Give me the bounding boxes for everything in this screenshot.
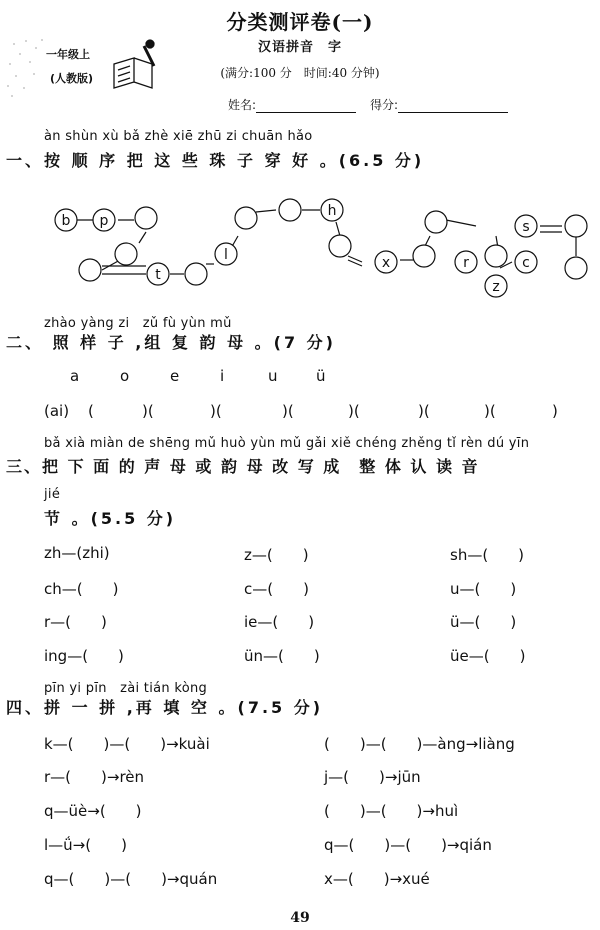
score-info: (满分:100 分 时间:40 分钟) [220,66,380,80]
spell-item-left[interactable]: k—( )—( )→kuài [44,735,210,753]
section3-heading2: 节 。(5.5 分) [44,509,177,528]
bead-t-letter: t [155,267,161,283]
vowel-e: e [170,367,180,385]
bead-x-letter: x [381,255,391,271]
blank-example: (ai) [44,402,70,420]
section1-heading: 一、按 顺 序 把 这 些 珠 子 穿 好 。(6.5 分) [6,151,425,170]
blank-close[interactable]: ) [552,402,558,420]
edition-label: (人教版) [50,72,94,85]
spell-item-right[interactable]: ( )—( )→huì [324,802,459,820]
bead-z-letter: z [492,279,500,295]
bead-s-letter: s [522,219,530,235]
bead-r-letter: r [463,255,469,271]
bead-p-letter: p [99,213,109,229]
bead-empty [185,263,207,285]
convert-item[interactable]: ün—( ) [244,647,320,665]
worksheet-title: 分类测评卷(一) [226,10,374,34]
blank-separator[interactable]: )( [484,402,496,420]
page-number: 49 [290,910,310,926]
blank-separator[interactable]: )( [210,402,222,420]
bead-h-letter: h [327,203,337,219]
bead-empty [79,259,101,281]
spell-item-left[interactable]: q—( )—( )→quán [44,870,218,888]
convert-item[interactable]: ing—( ) [44,647,124,665]
section4-heading: 四、拼 一 拼 ,再 填 空 。(7.5 分) [6,698,324,717]
bead-empty [329,235,351,257]
bead-empty [565,215,587,237]
convert-item[interactable]: z—( ) [244,546,309,564]
blank-open[interactable]: ( [88,402,94,420]
spell-item-left[interactable]: r—( )→rèn [44,768,145,786]
bead-empty [485,245,507,267]
convert-item[interactable]: c—( ) [244,580,309,598]
bead-empty [279,199,301,221]
vowel-u-umlaut: ü [316,367,326,385]
vowel-i: i [220,367,225,385]
worksheet-subtitle: 汉语拼音 字 [257,40,342,55]
section3-pinyin: bǎ xià miàn de shēng mǔ huò yùn mǔ gǎi xiě chéng zhěng tǐ rèn dú yīn [44,436,530,451]
spell-item-right[interactable]: j—( )→jūn [324,768,421,786]
vowel-a: a [70,367,80,385]
score-label: 得分: [370,98,399,112]
blank-separator[interactable]: )( [142,402,154,420]
spell-item-left[interactable]: q—üè→( ) [44,802,142,820]
blank-separator[interactable]: )( [282,402,294,420]
name-label: 姓名: [228,98,257,112]
bead-b-letter: b [61,213,71,229]
section2-pinyin: zhào yàng zi zǔ fù yùn mǔ [44,316,232,331]
blank-separator[interactable]: )( [348,402,360,420]
convert-item[interactable]: ch—( ) [44,580,119,598]
section1-pinyin: àn shùn xù bǎ zhè xiē zhū zi chuān hǎo [44,129,313,144]
bead-l-letter: l [224,247,228,263]
spell-item-right[interactable]: q—( )—( )→qián [324,836,492,854]
section2-heading: 二、 照 样 子 ,组 复 韵 母 。(7 分) [6,333,336,352]
convert-item[interactable]: ie—( ) [244,613,315,631]
bead-c-letter: c [522,255,530,271]
convert-item[interactable]: u—( ) [450,580,517,598]
convert-item[interactable]: üe—( ) [450,647,526,665]
convert-item[interactable]: ü—( ) [450,613,517,631]
bead-chain-diagram [0,0,600,310]
spell-item-left[interactable]: l—ǘ→( ) [44,836,127,854]
bead-empty [565,257,587,279]
convert-item: zh—(zhi) [44,544,110,562]
bead-empty [235,207,257,229]
grade-label: 一年级上 [46,48,90,61]
blank-separator[interactable]: )( [418,402,430,420]
section3-heading: 三、把 下 面 的 声 母 或 韵 母 改 写 成 整 体 认 读 音 [6,457,480,476]
section3-pinyin2: jié [44,487,61,502]
vowel-u: u [268,367,278,385]
bead-empty [135,207,157,229]
convert-item[interactable]: sh—( ) [450,546,525,564]
bead-empty [425,211,447,233]
bead-empty [115,243,137,265]
convert-item[interactable]: r—( ) [44,613,107,631]
spell-item-right[interactable]: x—( )→xué [324,870,430,888]
bead-empty [413,245,435,267]
spell-item-right[interactable]: ( )—( )—àng→liàng [324,735,515,753]
section4-pinyin: pīn yi pīn zài tián kòng [44,681,208,696]
vowel-o: o [120,367,130,385]
